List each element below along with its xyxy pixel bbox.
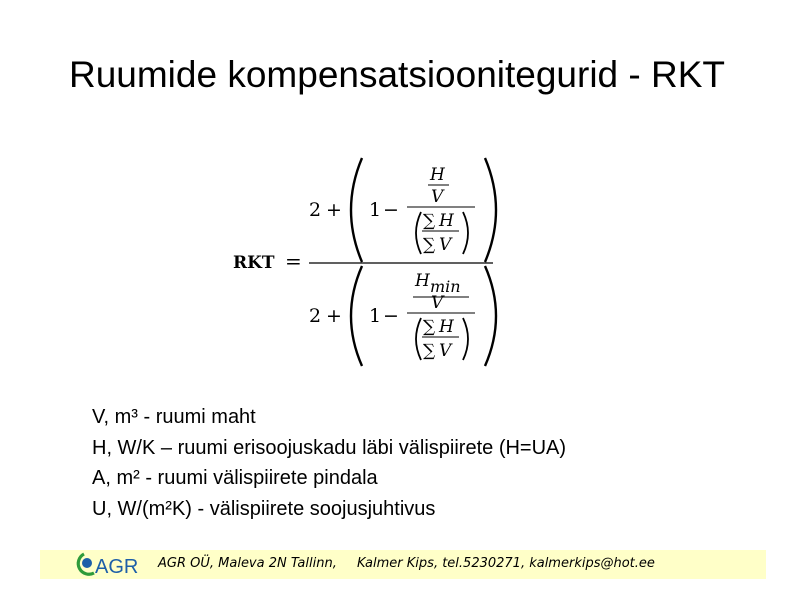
den-v: V — [431, 293, 444, 313]
den-right-paren — [485, 266, 496, 366]
den-h-min: H — [415, 271, 430, 291]
den-left-paren — [351, 266, 362, 366]
den-minus: − — [383, 305, 399, 327]
den-one: 1 — [369, 305, 382, 327]
num-minus: − — [383, 199, 399, 221]
svg-text:H: H — [439, 317, 454, 337]
num-v: V — [431, 187, 444, 207]
formula-equals: = — [285, 249, 302, 273]
num-right-paren — [485, 158, 496, 262]
den-plus: + — [326, 305, 342, 327]
rkt-formula — [225, 150, 515, 375]
definition-line: A, m² - ruumi välispiirete pindala — [92, 467, 378, 489]
footer-bar — [40, 550, 766, 579]
num-plus: + — [326, 199, 342, 221]
den-sum-h: ∑ — [423, 317, 436, 337]
logo-text: AGR — [95, 556, 139, 578]
svg-text:V: V — [439, 341, 452, 361]
den-sum-v: ∑ — [423, 341, 436, 361]
svg-text:H: H — [439, 211, 454, 231]
definition-line: V, m³ - ruumi maht — [92, 406, 256, 428]
num-sum-h: ∑ — [423, 211, 436, 231]
definition-line: H, W/K – ruumi erisoojuskadu läbi välispiirete (H=UA) — [92, 436, 567, 459]
variable-definitions — [92, 402, 566, 524]
logo-dot-icon — [82, 558, 92, 568]
definition-line: U, W/(m²K) - välispiirete soojusjuhtivus — [92, 497, 436, 520]
formula-lhs: RKT — [233, 253, 275, 273]
num-left-paren — [351, 158, 362, 262]
footer-company: AGR OÜ, Maleva 2N Tallinn, — [158, 556, 337, 571]
num-sum-v: ∑ — [423, 235, 436, 255]
num-one: 1 — [369, 199, 382, 221]
num-two: 2 — [309, 199, 322, 221]
page-title: Ruumide kompensatsioonitegurid - RKT — [68, 54, 726, 95]
num-h: H — [430, 165, 445, 185]
agr-logo — [70, 551, 144, 578]
footer-contact: Kalmer Kips, tel.5230271, kalmerkips@hot.ee — [357, 556, 655, 571]
den-min-subscript: min — [430, 277, 461, 296]
den-two: 2 — [309, 305, 322, 327]
formula-graphic — [225, 150, 515, 375]
svg-text:V: V — [439, 235, 452, 255]
